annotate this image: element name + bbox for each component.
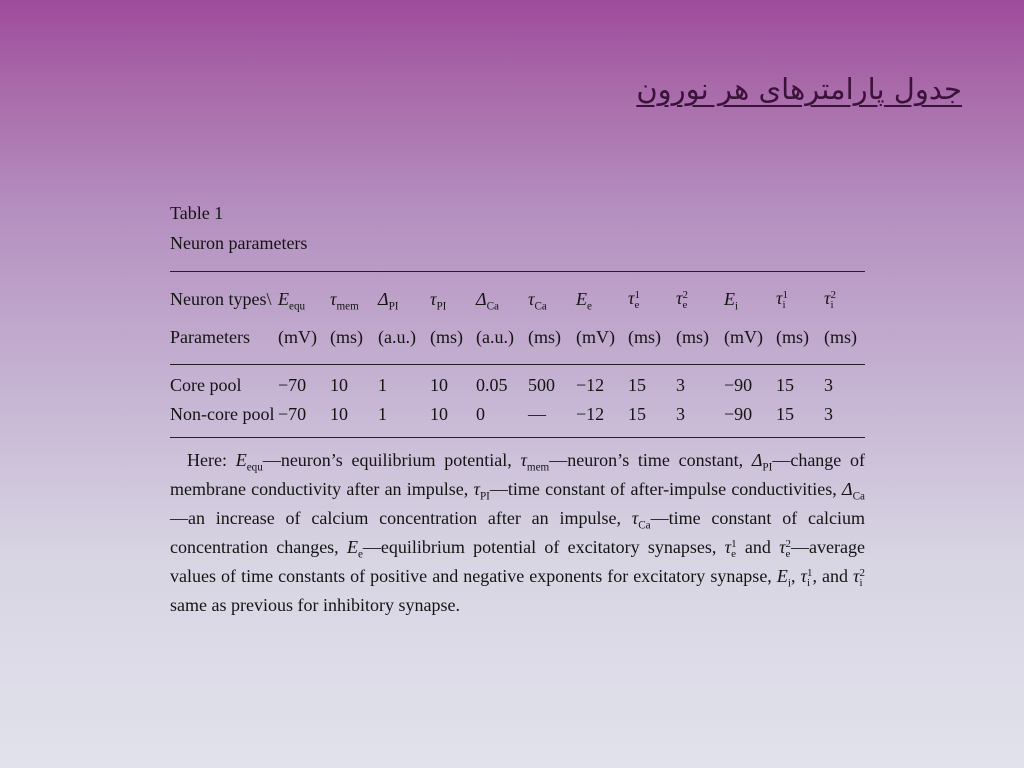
symbol-glyph: E (776, 566, 788, 586)
table-cell: −70 (278, 404, 307, 424)
table-cell: −90 (724, 375, 753, 395)
symbol-glyph: τ (520, 450, 527, 470)
symbol-subscript: i (806, 576, 811, 589)
parameters-table (170, 272, 865, 356)
row-header-neuron-types: Neuron types\ (170, 288, 272, 309)
parameter-superscript: 1 (782, 288, 788, 301)
symbol-subscript: mem (526, 461, 550, 474)
parameters-table-body (170, 365, 865, 429)
parameter-superscript: 2 (830, 288, 836, 301)
symbol-glyph: Δ (751, 450, 763, 470)
table-cell: 15 (628, 404, 646, 424)
column-header-symbol (476, 272, 528, 318)
notes-text: —equilibrium potential of excitatory synapses, (362, 537, 725, 557)
parameter-subscript: e (634, 298, 640, 311)
symbol-subscript: e (731, 547, 736, 560)
table-caption: Neuron parameters (170, 233, 308, 253)
symbol (473, 479, 490, 503)
symbol-subscript: PI (762, 461, 773, 474)
row-name: Core pool (170, 375, 242, 395)
symbol-subscript: Ca (638, 519, 651, 532)
parameter-symbol: τ (776, 288, 783, 309)
symbol-glyph: τ (779, 537, 786, 557)
table-cell: 15 (776, 404, 794, 424)
table-notes (170, 446, 865, 620)
symbol-subscript: e (785, 547, 791, 560)
table-bottom-rule (170, 437, 865, 438)
symbol (724, 537, 737, 560)
table-cell: 3 (676, 375, 685, 395)
parameter-superscript: 2 (682, 288, 688, 301)
table-cell: −70 (278, 375, 307, 395)
table-label: Table 1 (170, 203, 224, 223)
column-header-symbol (278, 272, 330, 318)
parameter-symbol: Δ (476, 288, 487, 309)
table-cell: 500 (528, 375, 555, 395)
symbol (631, 508, 651, 532)
symbol-superscript: 1 (731, 537, 737, 550)
column-header-unit: (ms) (430, 326, 463, 347)
symbol-glyph: τ (473, 479, 480, 499)
symbol-glyph: E (346, 537, 358, 557)
column-header-symbol (528, 272, 576, 318)
parameter-symbol: E (724, 288, 735, 309)
parameter-symbol: τ (676, 288, 683, 309)
symbol-header-row (170, 272, 865, 318)
table-cell: 10 (330, 375, 348, 395)
column-header-symbol (628, 272, 676, 318)
table-cell: −12 (576, 404, 605, 424)
notes-text: —time constant of after-impulse conductivities, (489, 479, 843, 499)
parameter-subscript: i (735, 300, 739, 313)
column-header-symbol (776, 272, 824, 318)
notes-text: and (736, 537, 780, 557)
symbol-glyph: Δ (842, 479, 853, 499)
symbol-superscript: 2 (785, 537, 792, 550)
table-cell: 10 (330, 404, 348, 424)
table-cell: −12 (576, 375, 605, 395)
parameter-subscript: i (830, 298, 834, 311)
parameter-subscript: PI (388, 300, 399, 313)
column-header-symbol (576, 272, 628, 318)
notes-text: —average values of time constants of positive and negative exponents for excitatory synapse, (170, 537, 865, 586)
parameter-subscript: i (782, 298, 786, 311)
column-header-unit: (ms) (776, 326, 809, 347)
column-header-unit: (mV) (278, 326, 317, 347)
table-cell: — (528, 404, 546, 424)
table-cell: 10 (430, 375, 448, 395)
symbol (842, 479, 865, 503)
notes-text: , and (812, 566, 854, 586)
notes-text: —neuron’s equilibrium potential, (262, 450, 521, 470)
parameter-subscript: Ca (486, 300, 499, 313)
parameter-symbol: τ (528, 288, 535, 309)
symbol (776, 566, 791, 590)
column-header-unit: (ms) (824, 326, 857, 347)
document-figure (170, 198, 865, 620)
column-header-unit: (ms) (628, 326, 661, 347)
row-header-parameters: Parameters (170, 326, 250, 347)
parameter-symbol: τ (824, 288, 831, 309)
table-cell: −90 (724, 404, 753, 424)
table-cell: 3 (824, 404, 833, 424)
column-header-unit: (a.u.) (476, 326, 514, 347)
symbol-subscript: e (357, 548, 363, 561)
column-header-symbol (724, 272, 776, 318)
column-header-symbol (330, 272, 378, 318)
parameter-subscript: mem (336, 300, 359, 313)
column-header-unit: (ms) (528, 326, 561, 347)
parameter-symbol: E (278, 288, 289, 309)
notes-text: same as previous for inhibitory synapse. (170, 595, 460, 615)
notes-text: Here: (187, 450, 236, 470)
column-header-unit: (mV) (576, 326, 615, 347)
notes-text: —an increase of calcium concentration after an impulse, (170, 508, 632, 528)
parameter-subscript: e (587, 300, 592, 313)
symbol-superscript: 2 (859, 566, 865, 579)
unit-header-row (170, 318, 865, 356)
notes-text: , (790, 566, 801, 586)
symbol-glyph: τ (800, 566, 807, 586)
symbol-glyph: τ (853, 566, 860, 586)
parameter-superscript: 1 (634, 288, 640, 301)
symbol-glyph: τ (724, 537, 732, 557)
symbol (346, 537, 363, 561)
slide-title: جدول پارامترهای هر نورون (636, 72, 962, 106)
symbol-glyph: τ (631, 508, 639, 528)
column-header-symbol (676, 272, 724, 318)
notes-text: —change of membrane conductivity after an impulse, (170, 450, 866, 499)
symbol-subscript: i (787, 577, 791, 590)
parameter-subscript: PI (436, 300, 447, 313)
symbol (800, 566, 813, 589)
parameter-symbol: Δ (378, 288, 389, 309)
symbol (853, 566, 865, 589)
table-cell: 3 (824, 375, 833, 395)
parameter-subscript: equ (289, 300, 306, 313)
column-header-symbol (824, 272, 865, 318)
parameter-symbol: τ (628, 288, 635, 309)
parameter-symbol: τ (430, 288, 437, 309)
row-name: Non-core pool (170, 404, 275, 424)
parameter-symbol: E (576, 288, 587, 309)
symbol-subscript: Ca (852, 490, 865, 503)
symbol (235, 450, 263, 474)
table-cell: 15 (628, 375, 646, 395)
column-header-unit: (ms) (330, 326, 363, 347)
table-cell: 0.05 (476, 375, 508, 395)
parameter-subscript: Ca (534, 300, 547, 313)
symbol-subscript: PI (479, 490, 490, 503)
parameter-subscript: e (682, 298, 688, 311)
column-header-unit: (ms) (676, 326, 709, 347)
symbol-superscript: 1 (806, 566, 813, 579)
table-cell: 10 (430, 404, 448, 424)
column-header-unit: (a.u.) (378, 326, 416, 347)
symbol (779, 537, 792, 560)
symbol (520, 450, 550, 474)
table-cell: 0 (476, 404, 485, 424)
table-cell: 1 (378, 404, 387, 424)
table-row (170, 365, 865, 400)
symbol-subscript: equ (246, 461, 263, 474)
notes-text: —time constant of calcium concentration changes, (170, 508, 865, 557)
column-header-symbol (378, 272, 430, 318)
symbol-glyph: E (235, 450, 247, 470)
column-header-unit: (mV) (724, 326, 763, 347)
column-header-symbol (430, 272, 476, 318)
table-cell: 3 (676, 404, 685, 424)
table-cell: 15 (776, 375, 794, 395)
parameter-symbol: τ (330, 288, 337, 309)
table-row (170, 400, 865, 429)
table-cell: 1 (378, 375, 387, 395)
notes-text: —neuron’s time constant, (549, 450, 752, 470)
symbol (751, 450, 773, 474)
symbol-subscript: i (859, 576, 863, 589)
